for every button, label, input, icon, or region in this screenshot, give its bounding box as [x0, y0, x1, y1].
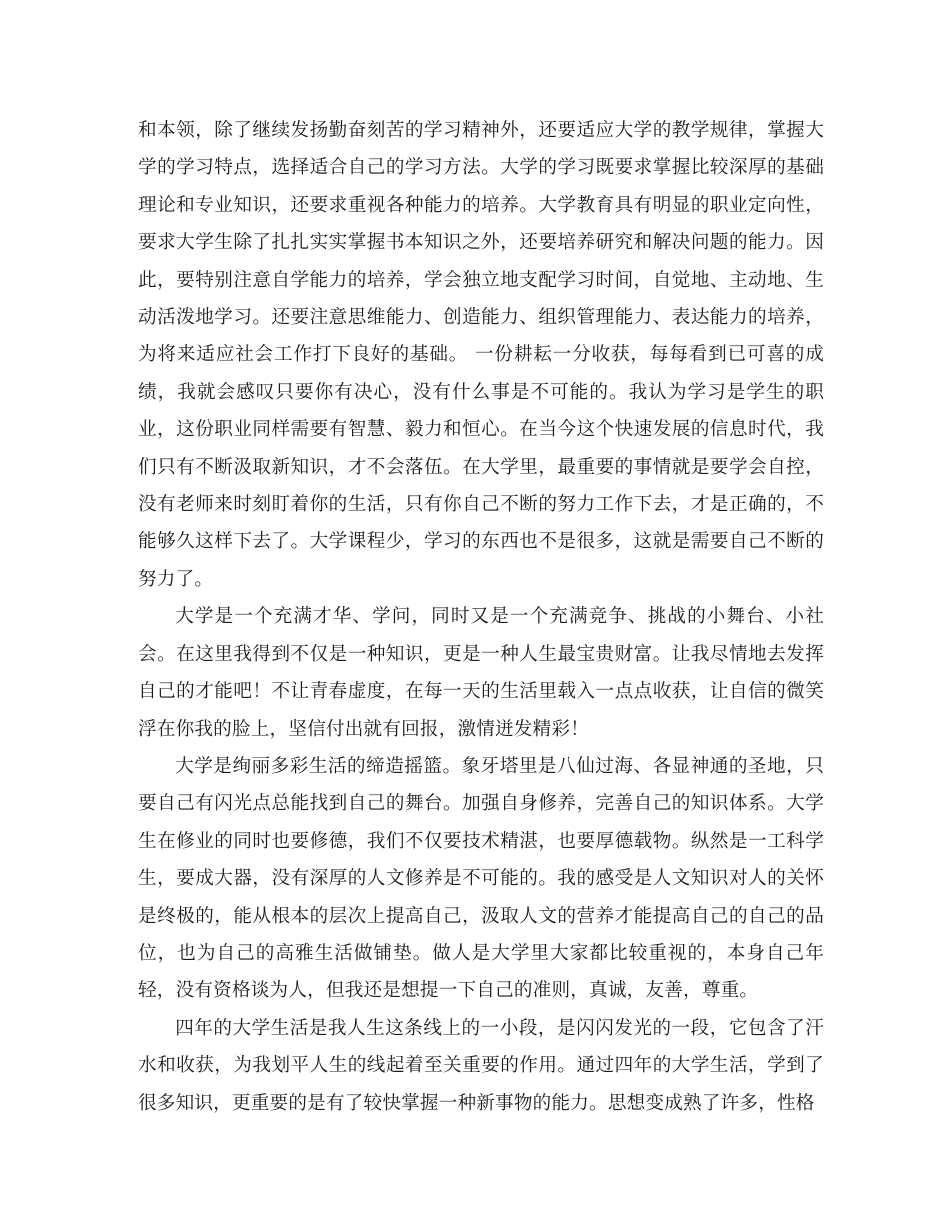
paragraph-3: 大学是绚丽多彩生活的缔造摇篮。象牙塔里是八仙过海、各显神通的圣地，只要自己有闪光点总能找到自己的舞台。加强自身修养，完善自己的知识体系。大学生在修业的同时也要修德，我们不仅要技术精湛，也要厚德载物。纵然是一工科学生，要成大器，没有深厚的人文修养是不可能的。我的感受是人文知识对人的关怀是终极的，能从根本的层次上提高自己，汲取人文的营养才能提高自己的自己的品位，也为自己的高雅生活做铺垫。做人是大学里大家都比较重视的，本身自己年轻，没有资格谈为人，但我还是想提一下自己的准则，真诚，友善，尊重。 — [138, 755, 824, 1002]
paragraph-4: 四年的大学生活是我人生这条线上的一小段，是闪闪发光的一段，它包含了汗水和收获，为我划平人生的线起着至关重要的作用。通过四年的大学生活，学到了很多知识，更重要的是有了较快掌握一种新事物的能力。思想变成熟了许多，性格 — [138, 1017, 824, 1114]
paragraph-1: 和本领，除了继续发扬勤奋刻苦的学习精神外，还要适应大学的教学规律，掌握大学的学习特点，选择适合自己的学习方法。大学的学习既要求掌握比较深厚的基础理论和专业知识，还要求重视各种能力的培养。大学教育具有明显的职业定向性，要求大学生除了扎扎实实掌握书本知识之外，还要培养研究和解决问题的能力。因此，要特别注意自学能力的培养，学会独立地支配学习时间，自觉地、主动地、生动活泼地学习。还要注意思维能力、创造能力、组织管理能力、表达能力的培养，为将来适应社会工作打下良好的基础。 一份耕耘一分收获，每每看到已可喜的成绩，我就会感叹只要你有决心，没有什么事是不可能的。我认为学习是学生的职业，这份职业同样需要有智慧、毅力和恒心。在当今这个快速发展的信息时代，我们只有不断汲取新知识，才不会落伍。在大学里，最重要的事情就是要学会自控，没有老师来时刻盯着你的生活，只有你自己不断的努力工作下去，才是正确的，不能够久这样下去了。大学课程少，学习的东西也不是很多，这就是需要自己不断的努力了。 — [138, 120, 824, 590]
document-body — [138, 112, 824, 1122]
paragraph-2: 大学是一个充满才华、学问，同时又是一个充满竞争、挑战的小舞台、小社会。在这里我得到不仅是一种知识，更是一种人生最宝贵财富。让我尽情地去发挥自己的才能吧！不让青春虚度，在每一天的生活里载入一点点收获，让自信的微笑浮在你我的脸上，坚信付出就有回报，激情迸发精彩！ — [138, 606, 824, 740]
